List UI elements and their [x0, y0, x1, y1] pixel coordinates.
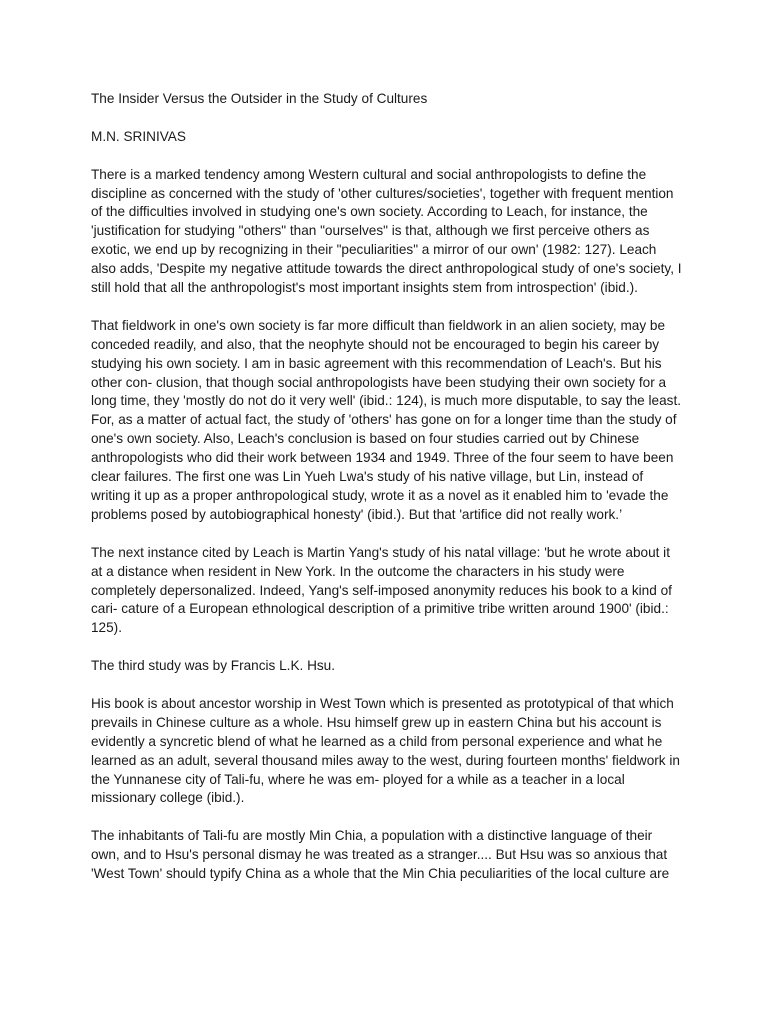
paragraph-2: That fieldwork in one's own society is far more difficult than fieldwork in an alien society, may be conceded readily, and also, that the neophyte should not be encouraged to begin his career by studying his own society. I am in basic agreement with this recommendation of Leach's. But his other con- clusion, that though social anthropologists have been studying their own society for a long time, they 'mostly do not do it very well' (ibid.: 124), is much more disputable, to say the least. For, as a matter of actual fact, the study of 'others' has gone on for a longer time than the study of one's own society. Also, Leach's conclusion is based on four studies carried out by Chinese anthropologists who did their work between 1934 and 1949. Three of the four seem to have been clear failures. The first one was Lin Yueh Lwa's study of his native village, but Lin, instead of writing it up as a proper anthropological study, wrote it as a novel as it enabled him to 'evade the problems posed by autobiographical honesty' (ibid.). But that 'artifice did not really work.’ — [91, 317, 681, 522]
paragraph-6: The inhabitants of Tali-fu are mostly Min Chia, a population with a distinctive language of their own, and to Hsu's personal dismay he was treated as a stranger.... But Hsu was so anxious that 'West Town' should typify China as a whole that the Min Chia peculiarities of the local culture are — [91, 828, 670, 882]
document-page — [91, 90, 683, 903]
paragraph-5: His book is about ancestor worship in West Town which is presented as prototypical of that which prevails in Chinese culture as a whole. Hsu himself grew up in eastern China but his account is evidently a syncretic blend of what he learned as a child from personal experience and what he learned as an adult, several thousand miles away to the west, during fourteen months' fieldwork in the Yunnanese city of Tali-fu, where he was em- ployed for a while as a teacher in a local missionary college (ibid.). — [91, 695, 680, 806]
document-title: The Insider Versus the Outsider in the Study of Cultures — [91, 91, 428, 106]
document-author: M.N. SRINIVAS — [91, 128, 186, 144]
paragraph-1: There is a marked tendency among Western cultural and social anthropologists to define the discipline as concerned with the study of 'other cultures/societies', together with frequent mention of the difficulties involved in studying one's own society. According to Leach, for instance, the 'justification for studying "others" than "ourselves" is that, although we first perceive others as exotic, we end up by recognizing in their "peculiarities" a mirror of our own' (1982: 127). Leach also adds, 'Despite my negative attitude towards the direct anthropological study of one's society, I still hold that all the anthropologist's most important insights stem from introspection' (ibid.). — [91, 166, 682, 296]
paragraph-4: The third study was by Francis L.K. Hsu. — [91, 658, 336, 674]
paragraph-3: The next instance cited by Leach is Martin Yang's study of his natal village: 'but he wrote about it at a distance when resident in New York. In the outcome the characters in his study were completely depersonalized. Indeed, Yang's self-imposed anonymity reduces his book to a kind of cari- cature of a European ethnological description of a primitive tribe written around 1900' (ibid.: 125). — [91, 544, 672, 636]
